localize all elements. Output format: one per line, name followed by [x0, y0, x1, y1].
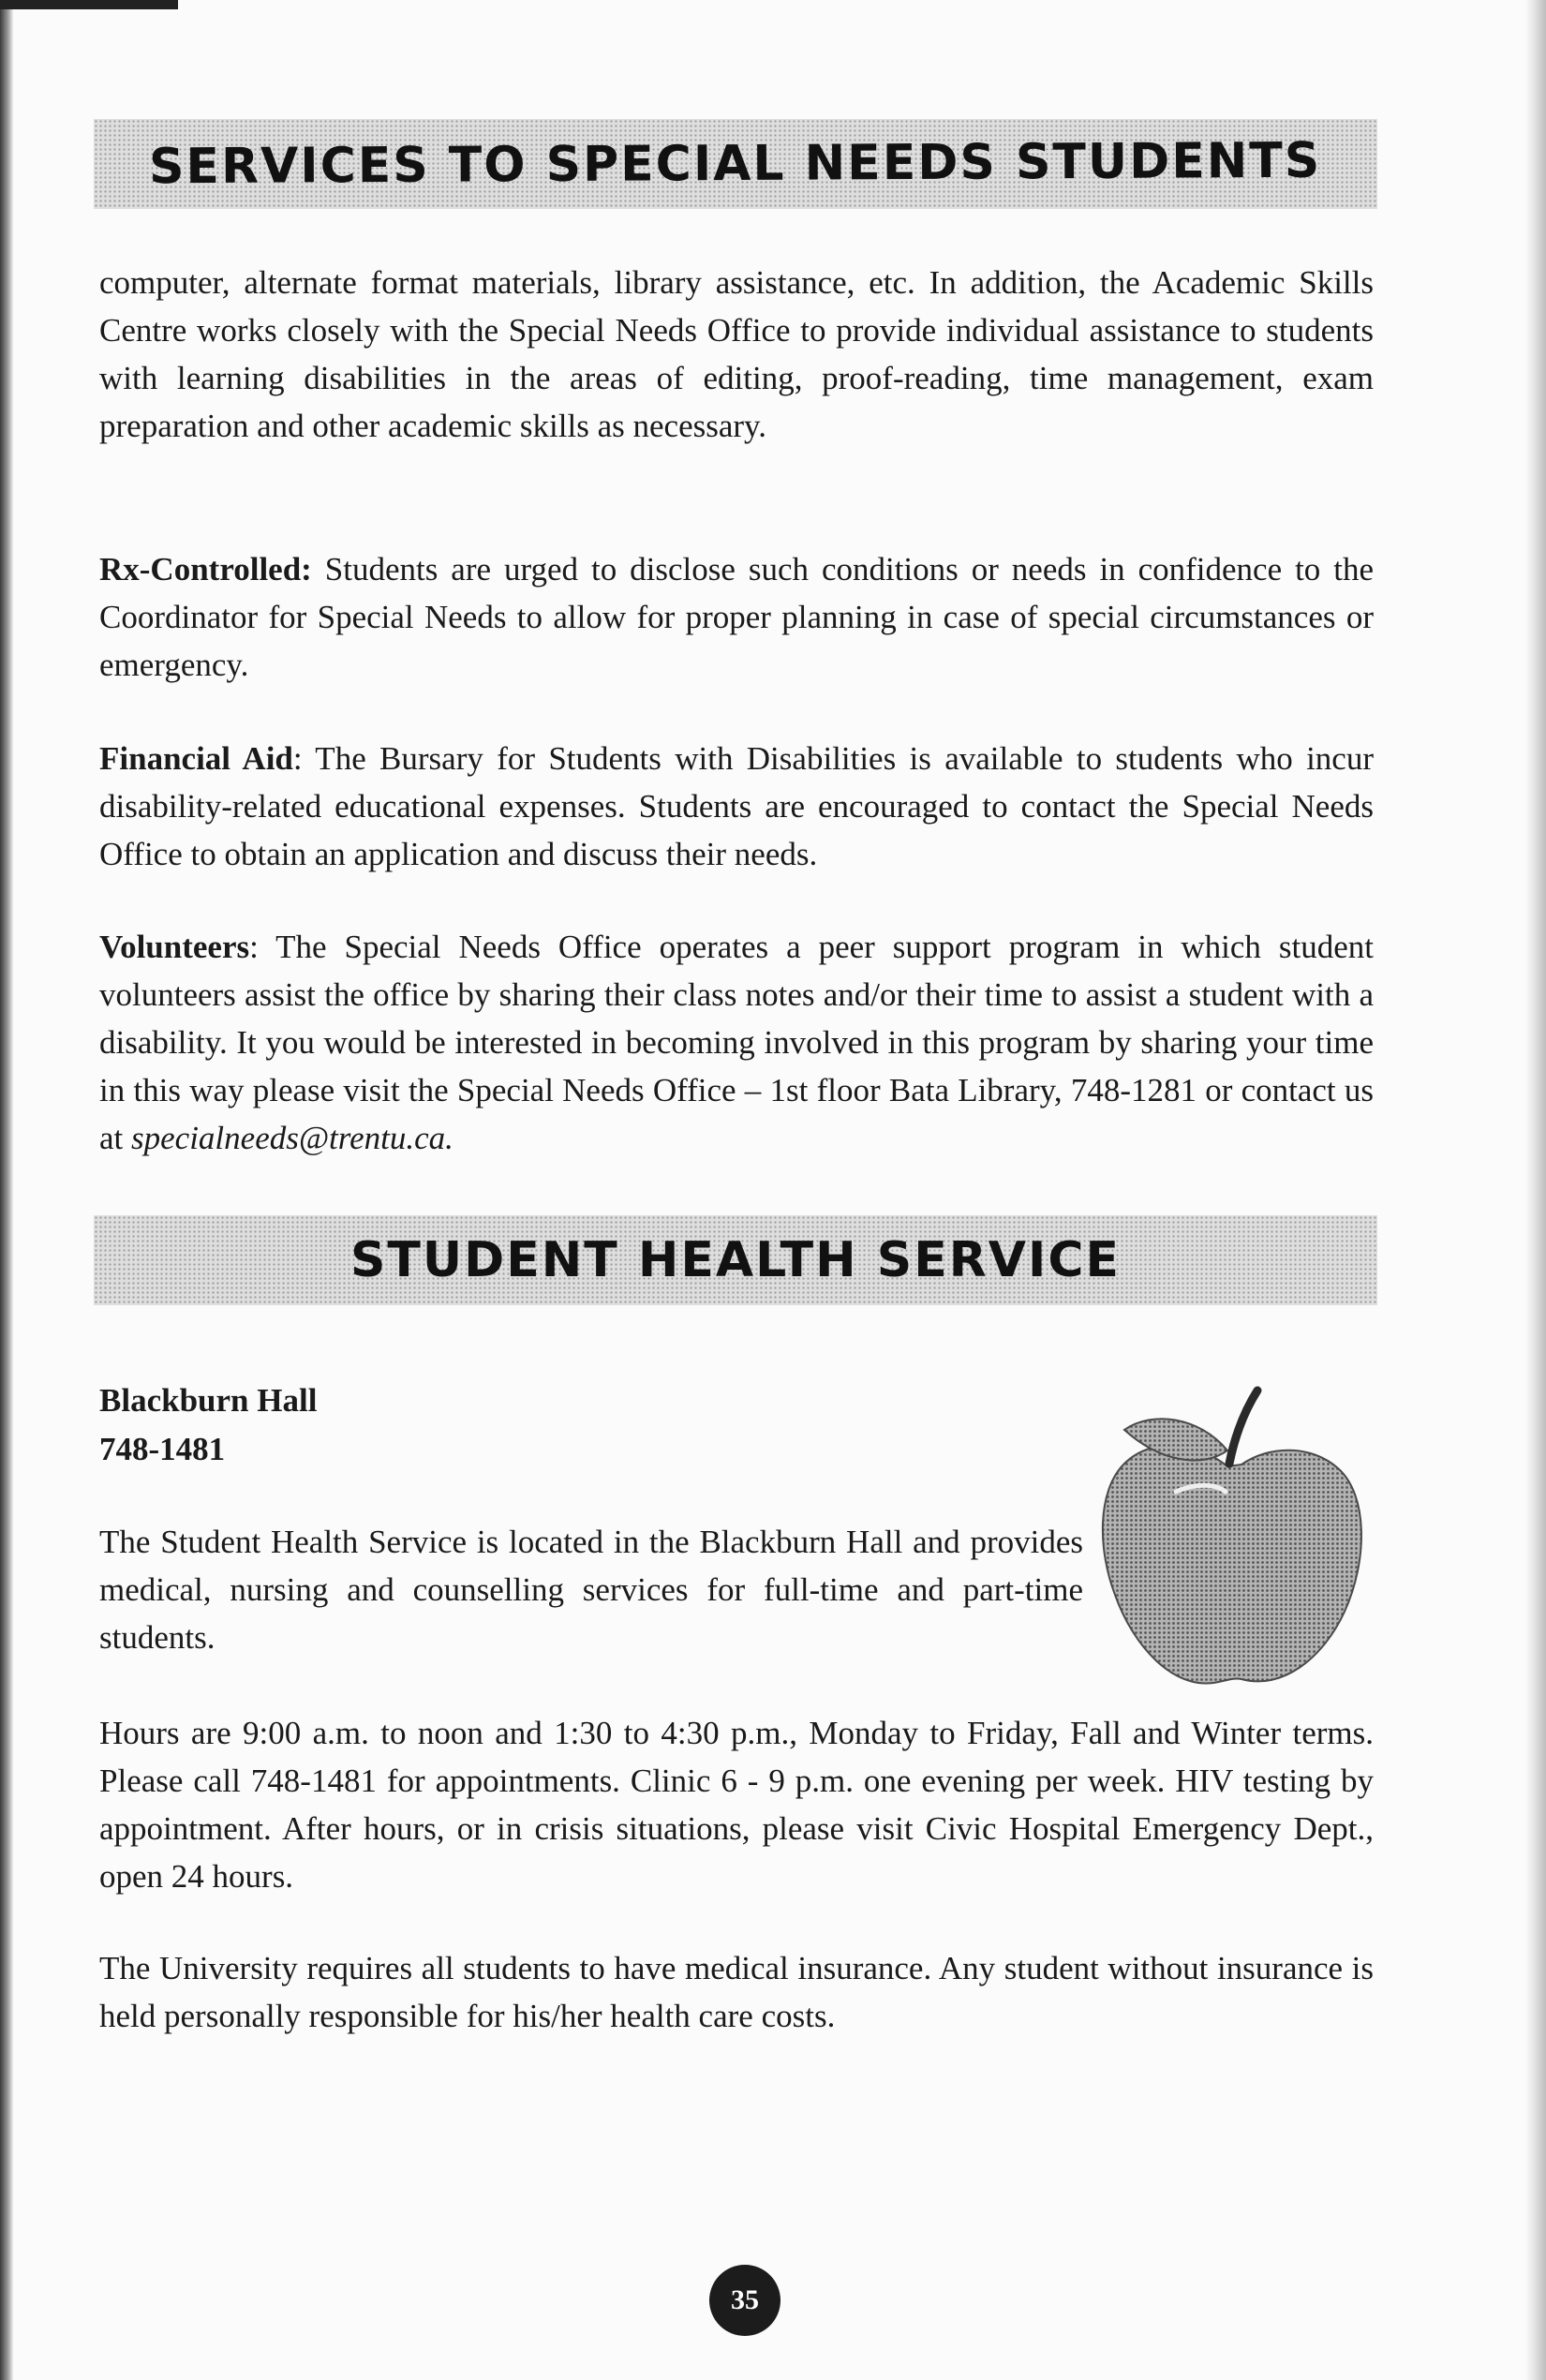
health-phone: 748-1481 [99, 1431, 226, 1467]
page-top-edge [0, 0, 178, 9]
rx-controlled-text: Students are urged to disclose such conditions or needs in confidence to the Coordinator for Special Needs to allow for proper planning in case of special circumstances or emergency. [99, 551, 1374, 683]
health-service-heading: STUDENT HEALTH SERVICE [349, 1232, 1122, 1288]
apple-icon [1087, 1377, 1377, 1696]
health-hours: Hours are 9:00 a.m. to noon and 1:30 to 4:30 p.m., Monday to Friday, Fall and Winter terms. Please call 748-1481 for appointments. Clinic 6 - 9 p.m. one evening per week. HIV testing by appointment. After hours, or in crisis situations, please visit Civic Hospital Emergency Dept., open 24 hours. [99, 1715, 1374, 1895]
volunteers-label: Volunteers [99, 929, 250, 965]
special-needs-intro: computer, alternate format materials, library assistance, etc. In addition, the Academic Skills Centre works closely with the Special Needs Office to provide individual assistance to students with learning disabilities in the areas of editing, proof-reading, time management, exam preparation and other academic skills as necessary. [99, 264, 1374, 444]
health-location: Blackburn Hall [99, 1382, 318, 1419]
apple-stem [1229, 1391, 1257, 1464]
health-insurance: The University requires all students to have medical insurance. Any student without insurance is held personally responsible for his/her health care costs. [99, 1950, 1374, 2034]
volunteers-email: specialneeds@trentu.ca. [131, 1120, 453, 1156]
financial-aid-text: : The Bursary for Students with Disabilities is available to students who incur disability-related educational expenses. Students are encouraged to contact the Special Needs Office to obtain an application and discuss their needs. [99, 740, 1374, 872]
special-needs-heading: SERVICES TO SPECIAL NEEDS STUDENTS [149, 132, 1322, 196]
page-number-badge: 35 [709, 2265, 780, 2336]
page-right-edge [1525, 0, 1546, 2380]
apple-body [1103, 1446, 1361, 1684]
special-needs-banner [94, 119, 1377, 209]
health-service-banner [94, 1215, 1377, 1305]
volunteers-text: : The Special Needs Office operates a peer support program in which student volunteers assist the office by sharing their class notes and/or their time to assist a student with a disability. It you would be interested in becoming involved in this program by sharing your time in this way please visit the Special Needs Office – 1st floor Bata Library, 748-1281 or contact us at [99, 929, 1374, 1156]
page-left-edge [0, 0, 13, 2380]
financial-aid-paragraph [99, 735, 1374, 878]
rx-controlled-paragraph [99, 545, 1374, 689]
volunteers-paragraph [99, 923, 1374, 1162]
rx-controlled-label: Rx-Controlled: [99, 551, 312, 588]
financial-aid-label: Financial Aid [99, 740, 293, 777]
health-intro: The Student Health Service is located in the Blackburn Hall and provides medical, nursing and counselling services for full-time and part-time students. [99, 1524, 1083, 1656]
